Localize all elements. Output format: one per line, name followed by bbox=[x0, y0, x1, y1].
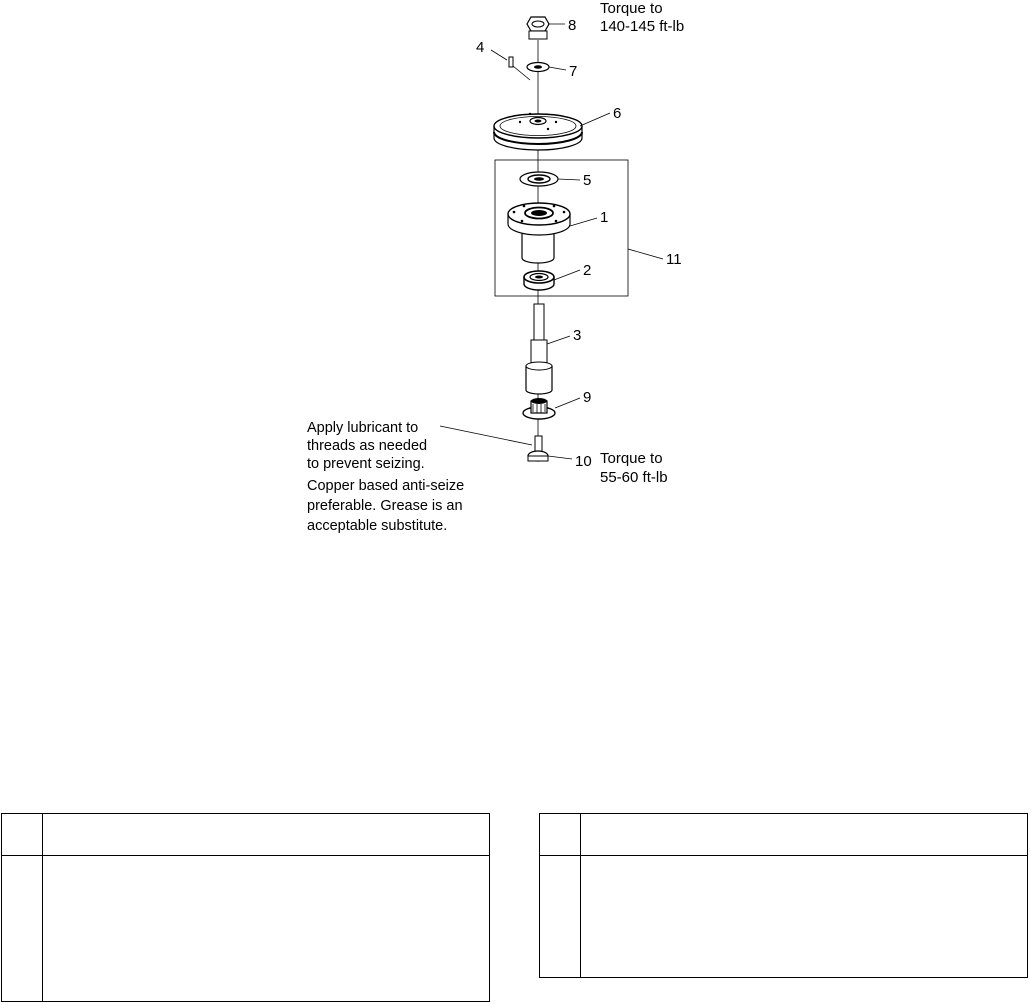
lubricant-note-line-6: acceptable substitute. bbox=[307, 518, 448, 534]
left-table-header-description bbox=[43, 814, 490, 856]
part-10-bolt bbox=[528, 436, 548, 461]
callout-11: 11 bbox=[666, 251, 682, 268]
right-table-body-number bbox=[540, 856, 581, 978]
torque-bottom-line-2: 55-60 ft-lb bbox=[600, 469, 668, 486]
part-8-hex-nut bbox=[527, 17, 549, 39]
callout-4: 4 bbox=[476, 39, 485, 56]
callout-8: 8 bbox=[568, 17, 577, 34]
callout-3: 3 bbox=[573, 327, 582, 344]
part-2-bearing bbox=[524, 271, 554, 290]
right-table-header-description bbox=[581, 814, 1028, 856]
callout-5: 5 bbox=[583, 172, 592, 189]
left-table-body-number bbox=[2, 856, 43, 1002]
torque-top-line-1: Torque to bbox=[600, 0, 663, 17]
callout-1: 1 bbox=[600, 209, 609, 226]
left-table-header-number bbox=[2, 814, 43, 856]
callout-9: 9 bbox=[583, 389, 592, 406]
part-9-spacer bbox=[523, 398, 555, 419]
lubricant-note-line-3: to prevent seizing. bbox=[307, 456, 425, 472]
lubricant-note-line-4: Copper based anti-seize bbox=[307, 478, 465, 494]
right-table-body-description bbox=[581, 856, 1028, 978]
parts-table-left bbox=[1, 813, 490, 1002]
callout-2: 2 bbox=[583, 262, 592, 279]
part-4-key bbox=[509, 57, 513, 67]
lubricant-note-line-2: threads as needed bbox=[307, 438, 428, 454]
left-table-body-description bbox=[43, 856, 490, 1002]
part-7-washer bbox=[527, 63, 549, 72]
part-5-bearing bbox=[520, 172, 558, 186]
torque-top-line-2: 140-145 ft-lb bbox=[600, 18, 685, 35]
parts-table-right bbox=[539, 813, 1028, 978]
callout-10: 10 bbox=[575, 453, 592, 470]
right-table-header-number bbox=[540, 814, 581, 856]
torque-bottom-line-1: Torque to bbox=[600, 450, 663, 467]
lubricant-note-line-1: Apply lubricant to bbox=[307, 420, 419, 436]
callout-7: 7 bbox=[569, 63, 578, 80]
part-1-spindle-housing bbox=[508, 203, 570, 263]
callout-6: 6 bbox=[613, 105, 622, 122]
part-6-pulley bbox=[494, 113, 582, 150]
lubricant-note-line-5: preferable. Grease is an bbox=[307, 498, 463, 514]
part-3-shaft bbox=[526, 304, 552, 394]
